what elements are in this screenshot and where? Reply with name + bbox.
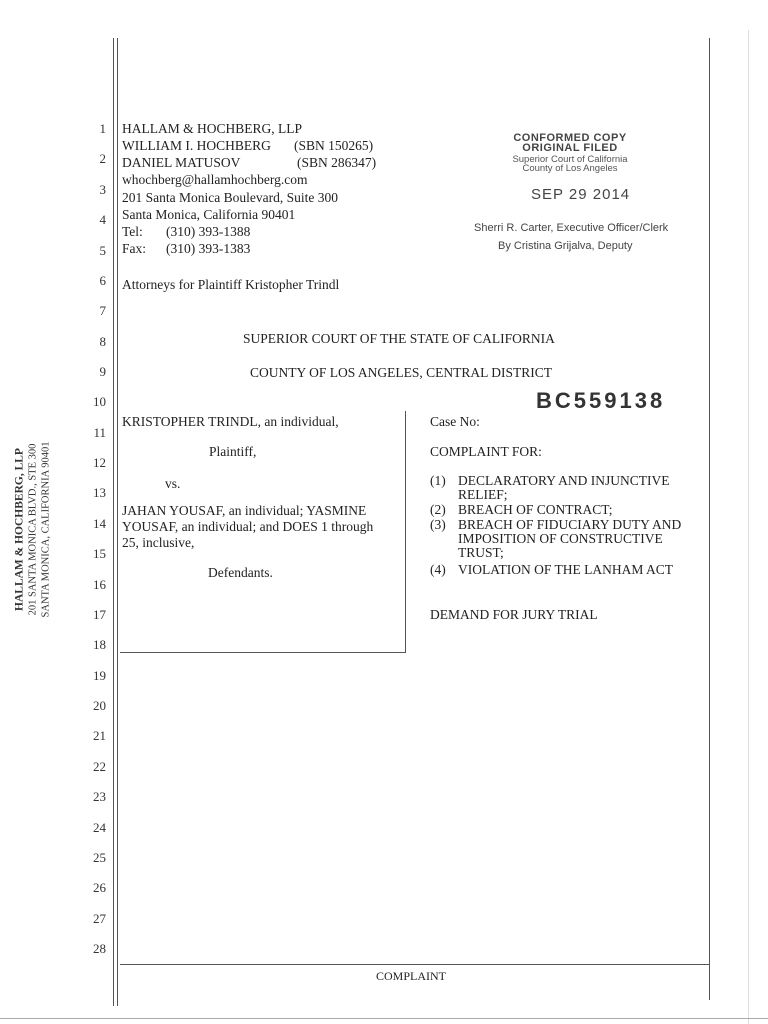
case-number: BC559138	[536, 388, 666, 413]
left-margin-rule-1	[113, 38, 114, 1006]
stamp-line-1: CONFORMED COPY	[513, 132, 627, 144]
line-number: 8	[99, 333, 106, 349]
line-number: 23	[93, 789, 106, 805]
jury-demand: DEMAND FOR JURY TRIAL	[430, 607, 598, 622]
right-margin-rule	[709, 38, 710, 1000]
tel-label: Tel:	[122, 224, 143, 239]
line-number: 11	[93, 424, 106, 440]
line-number: 10	[93, 394, 106, 410]
line-number: 24	[93, 819, 106, 835]
claim-2-text: BREACH OF CONTRACT;	[458, 502, 613, 517]
court-county: COUNTY OF LOS ANGELES, CENTRAL DISTRICT	[250, 365, 553, 380]
line-number: 14	[93, 515, 106, 531]
line-number: 26	[93, 880, 106, 896]
court-name: SUPERIOR COURT OF THE STATE OF CALIFORNIA	[243, 331, 555, 346]
line-number: 9	[99, 364, 106, 379]
versus: vs.	[165, 476, 181, 491]
line-number: 18	[93, 637, 106, 653]
claim-3-text: BREACH OF FIDUCIARY DUTY AND	[458, 517, 682, 532]
claim-1-num: (1)	[430, 473, 446, 488]
stamp-clerk: Sherri R. Carter, Executive Officer/Clerk	[474, 222, 669, 234]
footer-title: COMPLAINT	[376, 969, 447, 983]
firm-name: HALLAM & HOCHBERG, LLP	[122, 121, 303, 136]
stamp-deputy: By Cristina Grijalva, Deputy	[498, 240, 633, 252]
tel-number: (310) 393-1388	[166, 224, 251, 239]
line-number: 28	[93, 941, 106, 956]
line-number: 19	[93, 667, 106, 683]
side-firm-name: HALLAM & HOCHBERG, LLP	[13, 448, 26, 611]
attorney-1: WILLIAM I. HOCHBERG	[122, 138, 271, 153]
line-number: 12	[93, 455, 106, 471]
caption-bottom-line	[120, 652, 406, 653]
side-firm-city: SANTA MONICA, CALIFORNIA 90401	[40, 441, 52, 618]
fax-number: (310) 393-1383	[166, 241, 251, 256]
attorney-1-sbn: (SBN 150265)	[294, 138, 374, 153]
line-number: 1	[99, 121, 106, 136]
stamp-line-4: County of Los Angeles	[522, 163, 618, 174]
line-number: 27	[93, 910, 106, 926]
firm-address-1: 201 Santa Monica Boulevard, Suite 300	[122, 190, 338, 205]
fax-label: Fax:	[122, 241, 147, 256]
complaint-for: COMPLAINT FOR:	[430, 444, 542, 459]
plaintiff-name: KRISTOPHER TRINDL, an individual,	[122, 414, 339, 429]
defendants-label: Defendants.	[208, 565, 273, 580]
left-margin-rule-2	[117, 38, 118, 1006]
attorney-2: DANIEL MATUSOV	[122, 155, 241, 170]
line-number: 4	[99, 212, 106, 228]
claim-1-text: DECLARATORY AND INJUNCTIVE	[458, 473, 670, 488]
line-number: 22	[93, 758, 106, 774]
stamp-line-3: Superior Court of California	[512, 154, 628, 165]
firm-email: whochberg@hallamhochberg.com	[122, 172, 308, 187]
defendants-line-1: JAHAN YOUSAF, an individual; YASMINE	[122, 503, 367, 518]
claim-3-text-cont-2: TRUST;	[458, 545, 504, 560]
line-number: 17	[93, 606, 106, 622]
line-number: 6	[99, 272, 106, 288]
firm-address-2: Santa Monica, California 90401	[122, 207, 296, 222]
line-number: 2	[99, 151, 106, 167]
line-number: 25	[93, 849, 106, 865]
line-number: 21	[93, 728, 106, 744]
claim-3-num: (3)	[430, 517, 446, 532]
conformed-copy-stamp	[500, 132, 640, 174]
side-firm-caption	[14, 365, 53, 695]
plaintiff-label: Plaintiff,	[209, 444, 257, 459]
attorneys-for: Attorneys for Plaintiff Kristopher Trindl	[122, 277, 340, 292]
claim-1-text-cont: RELIEF;	[458, 487, 508, 502]
stamp-date: SEP 29 2014	[531, 186, 631, 203]
defendants-line-3: 25, inclusive,	[122, 535, 195, 550]
case-no-label: Case No:	[430, 414, 480, 429]
claim-4-num: (4)	[430, 562, 446, 577]
stamp-line-2: ORIGINAL FILED	[522, 142, 618, 154]
defendants-line-2: YOUSAF, an individual; and DOES 1 through	[122, 519, 374, 534]
line-number: 7	[99, 303, 106, 319]
claim-2-num: (2)	[430, 502, 446, 517]
line-number: 3	[99, 181, 106, 197]
line-number: 20	[93, 698, 106, 713]
claim-3-text-cont: IMPOSITION OF CONSTRUCTIVE	[458, 531, 663, 546]
caption-divider	[405, 411, 406, 652]
line-number: 16	[93, 576, 106, 592]
line-number: 5	[99, 242, 106, 258]
line-number: 13	[93, 485, 106, 501]
footer-rule	[120, 964, 709, 965]
side-firm-address: 201 SANTA MONICA BLVD., STE 300	[27, 443, 39, 616]
page-edge-line	[748, 30, 749, 1024]
line-number: 15	[93, 546, 106, 562]
claim-4-text: VIOLATION OF THE LANHAM ACT	[458, 562, 673, 577]
attorney-2-sbn: (SBN 286347)	[297, 155, 377, 170]
bottom-scan-edge	[0, 1018, 768, 1019]
